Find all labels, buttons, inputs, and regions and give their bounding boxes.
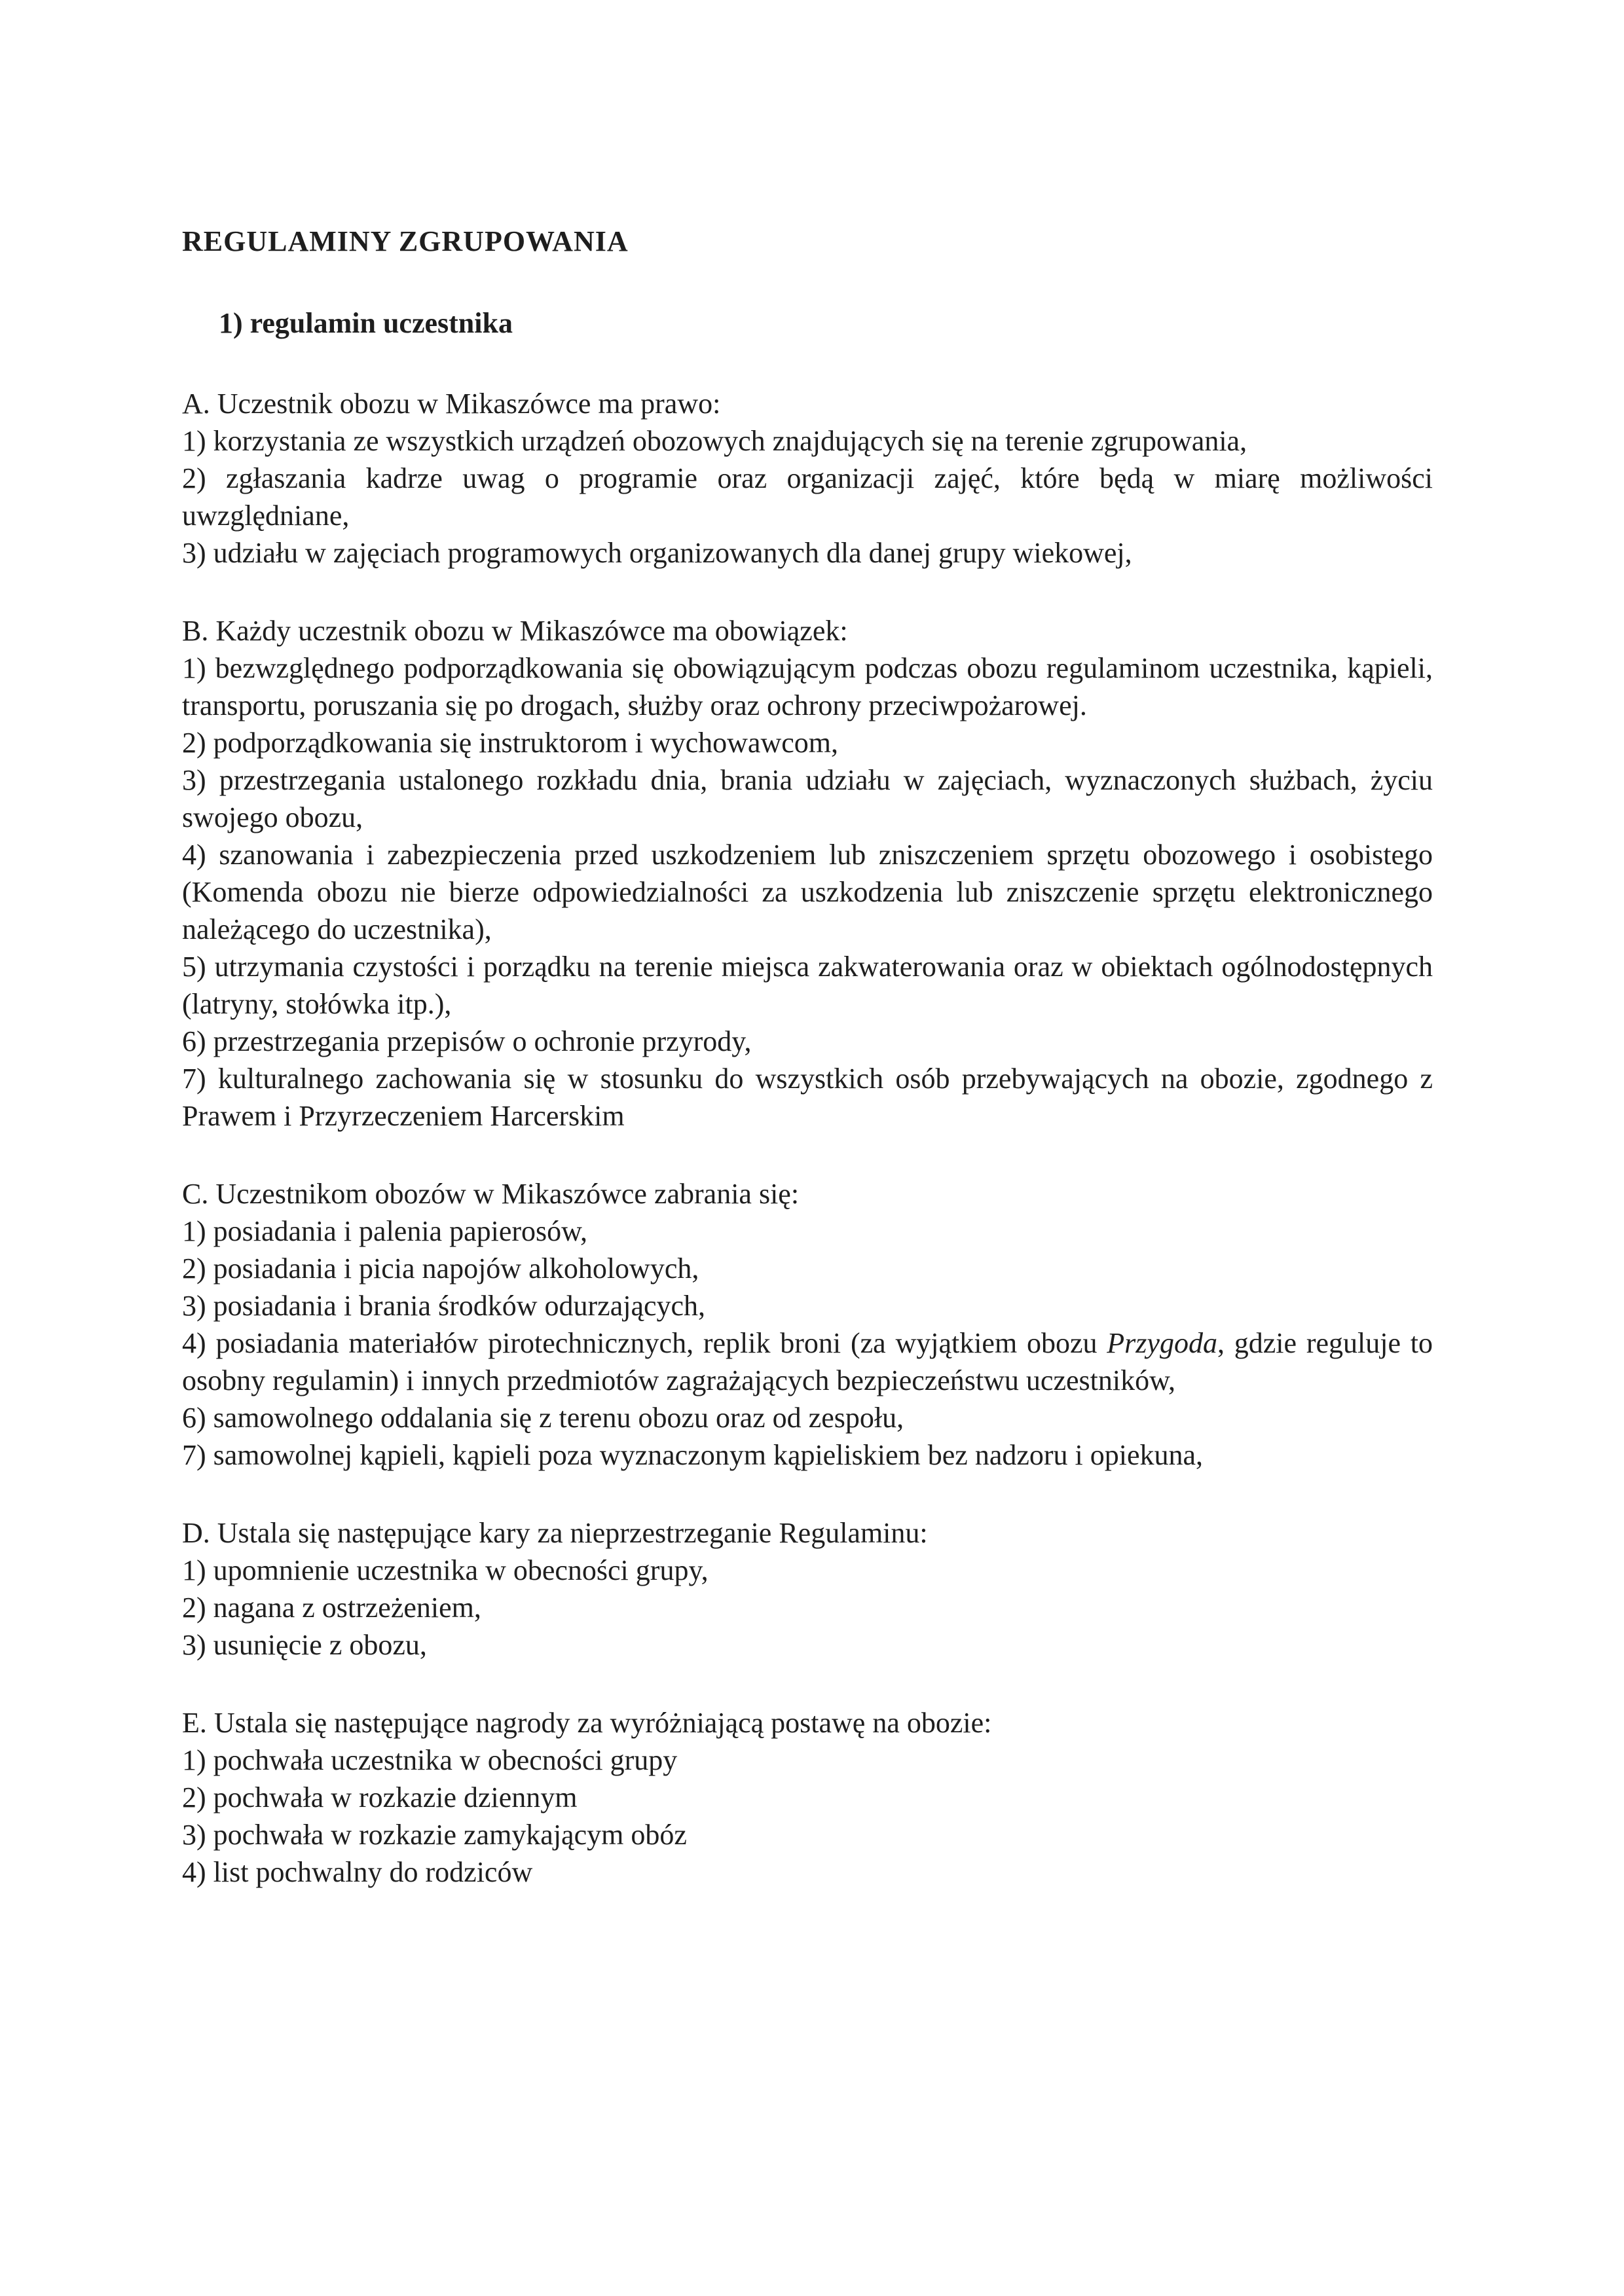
document-subtitle: 1) regulamin uczestnika <box>219 307 513 339</box>
section-d-item: 2) nagana z ostrzeżeniem, <box>182 1592 481 1624</box>
document-body <box>182 223 1433 1891</box>
section-b-item: 7) kulturalnego zachowania się w stosunku do wszystkich osób przebywających na obozie, zgodnego z Prawem i Przyrzeczeniem Harcerskim <box>182 1063 1433 1132</box>
section-e-list <box>182 1741 1433 1891</box>
section-b-item: 4) szanowania i zabezpieczenia przed uszkodzeniem lub zniszczeniem sprzętu obozowego i osobistego (Komenda obozu nie bierze odpowiedzialności za uszkodzenia lub zniszczenie sprzętu elektronicznego należącego do uczestnika), <box>182 839 1433 945</box>
section-d-heading: D. Ustala się następujące kary za nieprzestrzeganie Regulaminu: <box>182 1517 928 1549</box>
section-a-item: 1) korzystania ze wszystkich urządzeń obozowych znajdujących się na terenie zgrupowania, <box>182 425 1247 457</box>
section-c-item: 7) samowolnej kąpieli, kąpieli poza wyznaczonym kąpieliskiem bez nadzoru i opiekuna, <box>182 1439 1204 1471</box>
section-a-heading: A. Uczestnik obozu w Mikaszówce ma prawo: <box>182 388 721 420</box>
section-e-item: 3) pochwała w rozkazie zamykającym obóz <box>182 1819 687 1851</box>
section-a-list <box>182 422 1433 572</box>
section-c-heading: C. Uczestnikom obozów w Mikaszówce zabrania się: <box>182 1178 800 1210</box>
section-b-item: 1) bezwzględnego podporządkowania się obowiązującym podczas obozu regulaminom uczestnika, kąpieli, transportu, poruszania się po drogach, służby oraz ochrony przeciwpożarowej. <box>182 652 1433 721</box>
section-b-item: 2) podporządkowania się instruktorom i wychowawcom, <box>182 727 838 759</box>
section-d-item: 3) usunięcie z obozu, <box>182 1629 427 1661</box>
section-c-item: 2) posiadania i picia napojów alkoholowych, <box>182 1252 699 1285</box>
section-c-item: 3) posiadania i brania środków odurzających, <box>182 1290 706 1322</box>
section-e-item: 4) list pochwalny do rodziców <box>182 1856 533 1888</box>
section-d-list <box>182 1552 1433 1664</box>
section-e-heading: E. Ustala się następujące nagrody za wyróżniającą postawę na obozie: <box>182 1707 992 1739</box>
section-b-list <box>182 649 1433 1135</box>
section-e-item: 1) pochwała uczestnika w obecności grupy <box>182 1744 678 1776</box>
camp-name-italic: Przygoda <box>1107 1327 1217 1359</box>
document-title: REGULAMINY ZGRUPOWANIA <box>182 225 629 257</box>
section-c-item4-before: 4) posiadania materiałów pirotechnicznych, replik broni (za wyjątkiem obozu <box>182 1327 1107 1359</box>
section-c-item4-after: , gdzie reguluje to osobny regulamin) i innych przedmiotów zagrażających bezpieczeństwu uczestników, <box>182 1327 1433 1396</box>
section-a-item: 3) udziału w zajęciach programowych organizowanych dla danej grupy wiekowej, <box>182 537 1132 569</box>
section-b-item: 5) utrzymania czystości i porządku na terenie miejsca zakwaterowania oraz w obiektach ogólnodostępnych (latryny, stołówka itp.), <box>182 951 1433 1020</box>
section-c-item: 6) samowolnego oddalania się z terenu obozu oraz od zespołu, <box>182 1402 904 1434</box>
section-d-item: 1) upomnienie uczestnika w obecności grupy, <box>182 1554 709 1586</box>
section-b-heading: B. Każdy uczestnik obozu w Mikaszówce ma obowiązek: <box>182 615 848 647</box>
section-c-list <box>182 1212 1433 1474</box>
section-b-item: 3) przestrzegania ustalonego rozkładu dnia, brania udziału w zajęciach, wyznaczonych służbach, życiu swojego obozu, <box>182 764 1433 833</box>
section-e-item: 2) pochwała w rozkazie dziennym <box>182 1781 578 1813</box>
section-c-item <box>182 1324 1433 1399</box>
section-b-item: 6) przestrzegania przepisów o ochronie przyrody, <box>182 1025 752 1057</box>
section-a-item: 2) zgłaszania kadrze uwag o programie oraz organizacji zajęć, które będą w miarę możliwości uwzględniane, <box>182 462 1433 532</box>
section-c-item: 1) posiadania i palenia papierosów, <box>182 1215 588 1247</box>
